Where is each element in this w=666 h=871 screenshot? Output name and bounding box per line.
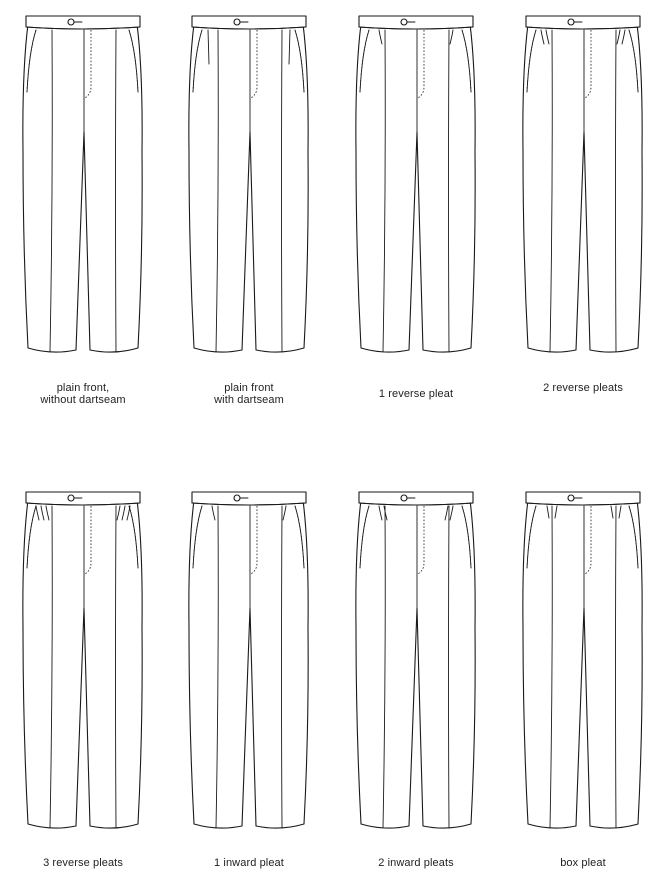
caption-line-2: without dartseam <box>40 394 126 406</box>
waistband <box>26 16 140 29</box>
button-icon <box>68 19 74 25</box>
trouser-figure <box>189 16 308 352</box>
trouser-outline <box>23 24 142 352</box>
trouser-outline <box>523 24 642 352</box>
caption-line-1: 1 reverse pleat <box>378 388 454 400</box>
caption-line-1: plain front, <box>56 382 110 394</box>
trouser-figure <box>23 492 142 828</box>
trouser-caption <box>0 382 166 406</box>
button-icon <box>234 495 240 501</box>
trouser-outline <box>356 24 475 352</box>
trouser-caption <box>500 857 666 869</box>
button-icon <box>68 495 74 501</box>
caption-line-1: 3 reverse pleats <box>43 857 123 869</box>
trouser-drawing <box>333 488 499 833</box>
trouser-caption <box>166 382 332 406</box>
trouser-figure <box>523 492 642 828</box>
waistband <box>526 16 640 29</box>
trouser-drawing <box>500 12 666 357</box>
waistband <box>26 492 140 505</box>
trouser-drawing <box>166 12 332 357</box>
trouser-drawing <box>333 12 499 357</box>
right-crease <box>282 506 283 828</box>
trouser-caption <box>500 382 666 394</box>
caption-line-1: 1 inward pleat <box>214 857 284 869</box>
button-icon <box>568 495 574 501</box>
right-crease <box>116 30 117 352</box>
button-icon <box>401 495 407 501</box>
trouser-caption <box>0 857 166 869</box>
trouser-caption <box>166 857 332 869</box>
waistband <box>526 492 640 505</box>
button-icon <box>401 19 407 25</box>
trouser-outline <box>189 24 308 352</box>
trouser-figure <box>189 492 308 828</box>
caption-line-1: box pleat <box>560 857 606 869</box>
trouser-figure <box>356 16 475 352</box>
right-crease <box>449 506 450 828</box>
right-crease <box>116 506 117 828</box>
caption-line-1: plain front <box>224 382 274 394</box>
trouser-caption <box>333 388 499 400</box>
waistband <box>192 16 306 29</box>
trouser-outline <box>356 500 475 828</box>
right-crease <box>616 506 617 828</box>
caption-line-1: 2 inward pleats <box>378 857 454 869</box>
right-crease <box>616 30 617 352</box>
trouser-drawing <box>0 12 166 357</box>
right-crease <box>449 30 450 352</box>
trouser-caption <box>333 857 499 869</box>
trouser-drawing <box>166 488 332 833</box>
trouser-figure <box>23 16 142 352</box>
trouser-drawing <box>500 488 666 833</box>
right-crease <box>282 30 283 352</box>
waistband <box>192 492 306 505</box>
trouser-outline <box>23 500 142 828</box>
button-icon <box>568 19 574 25</box>
trouser-figure <box>356 492 475 828</box>
trouser-figure <box>523 16 642 352</box>
button-icon <box>234 19 240 25</box>
trouser-outline <box>189 500 308 828</box>
trouser-drawing <box>0 488 166 833</box>
caption-line-2: with dartseam <box>214 394 284 406</box>
trouser-outline <box>523 500 642 828</box>
waistband <box>359 16 473 29</box>
waistband <box>359 492 473 505</box>
caption-line-1: 2 reverse pleats <box>543 382 623 394</box>
